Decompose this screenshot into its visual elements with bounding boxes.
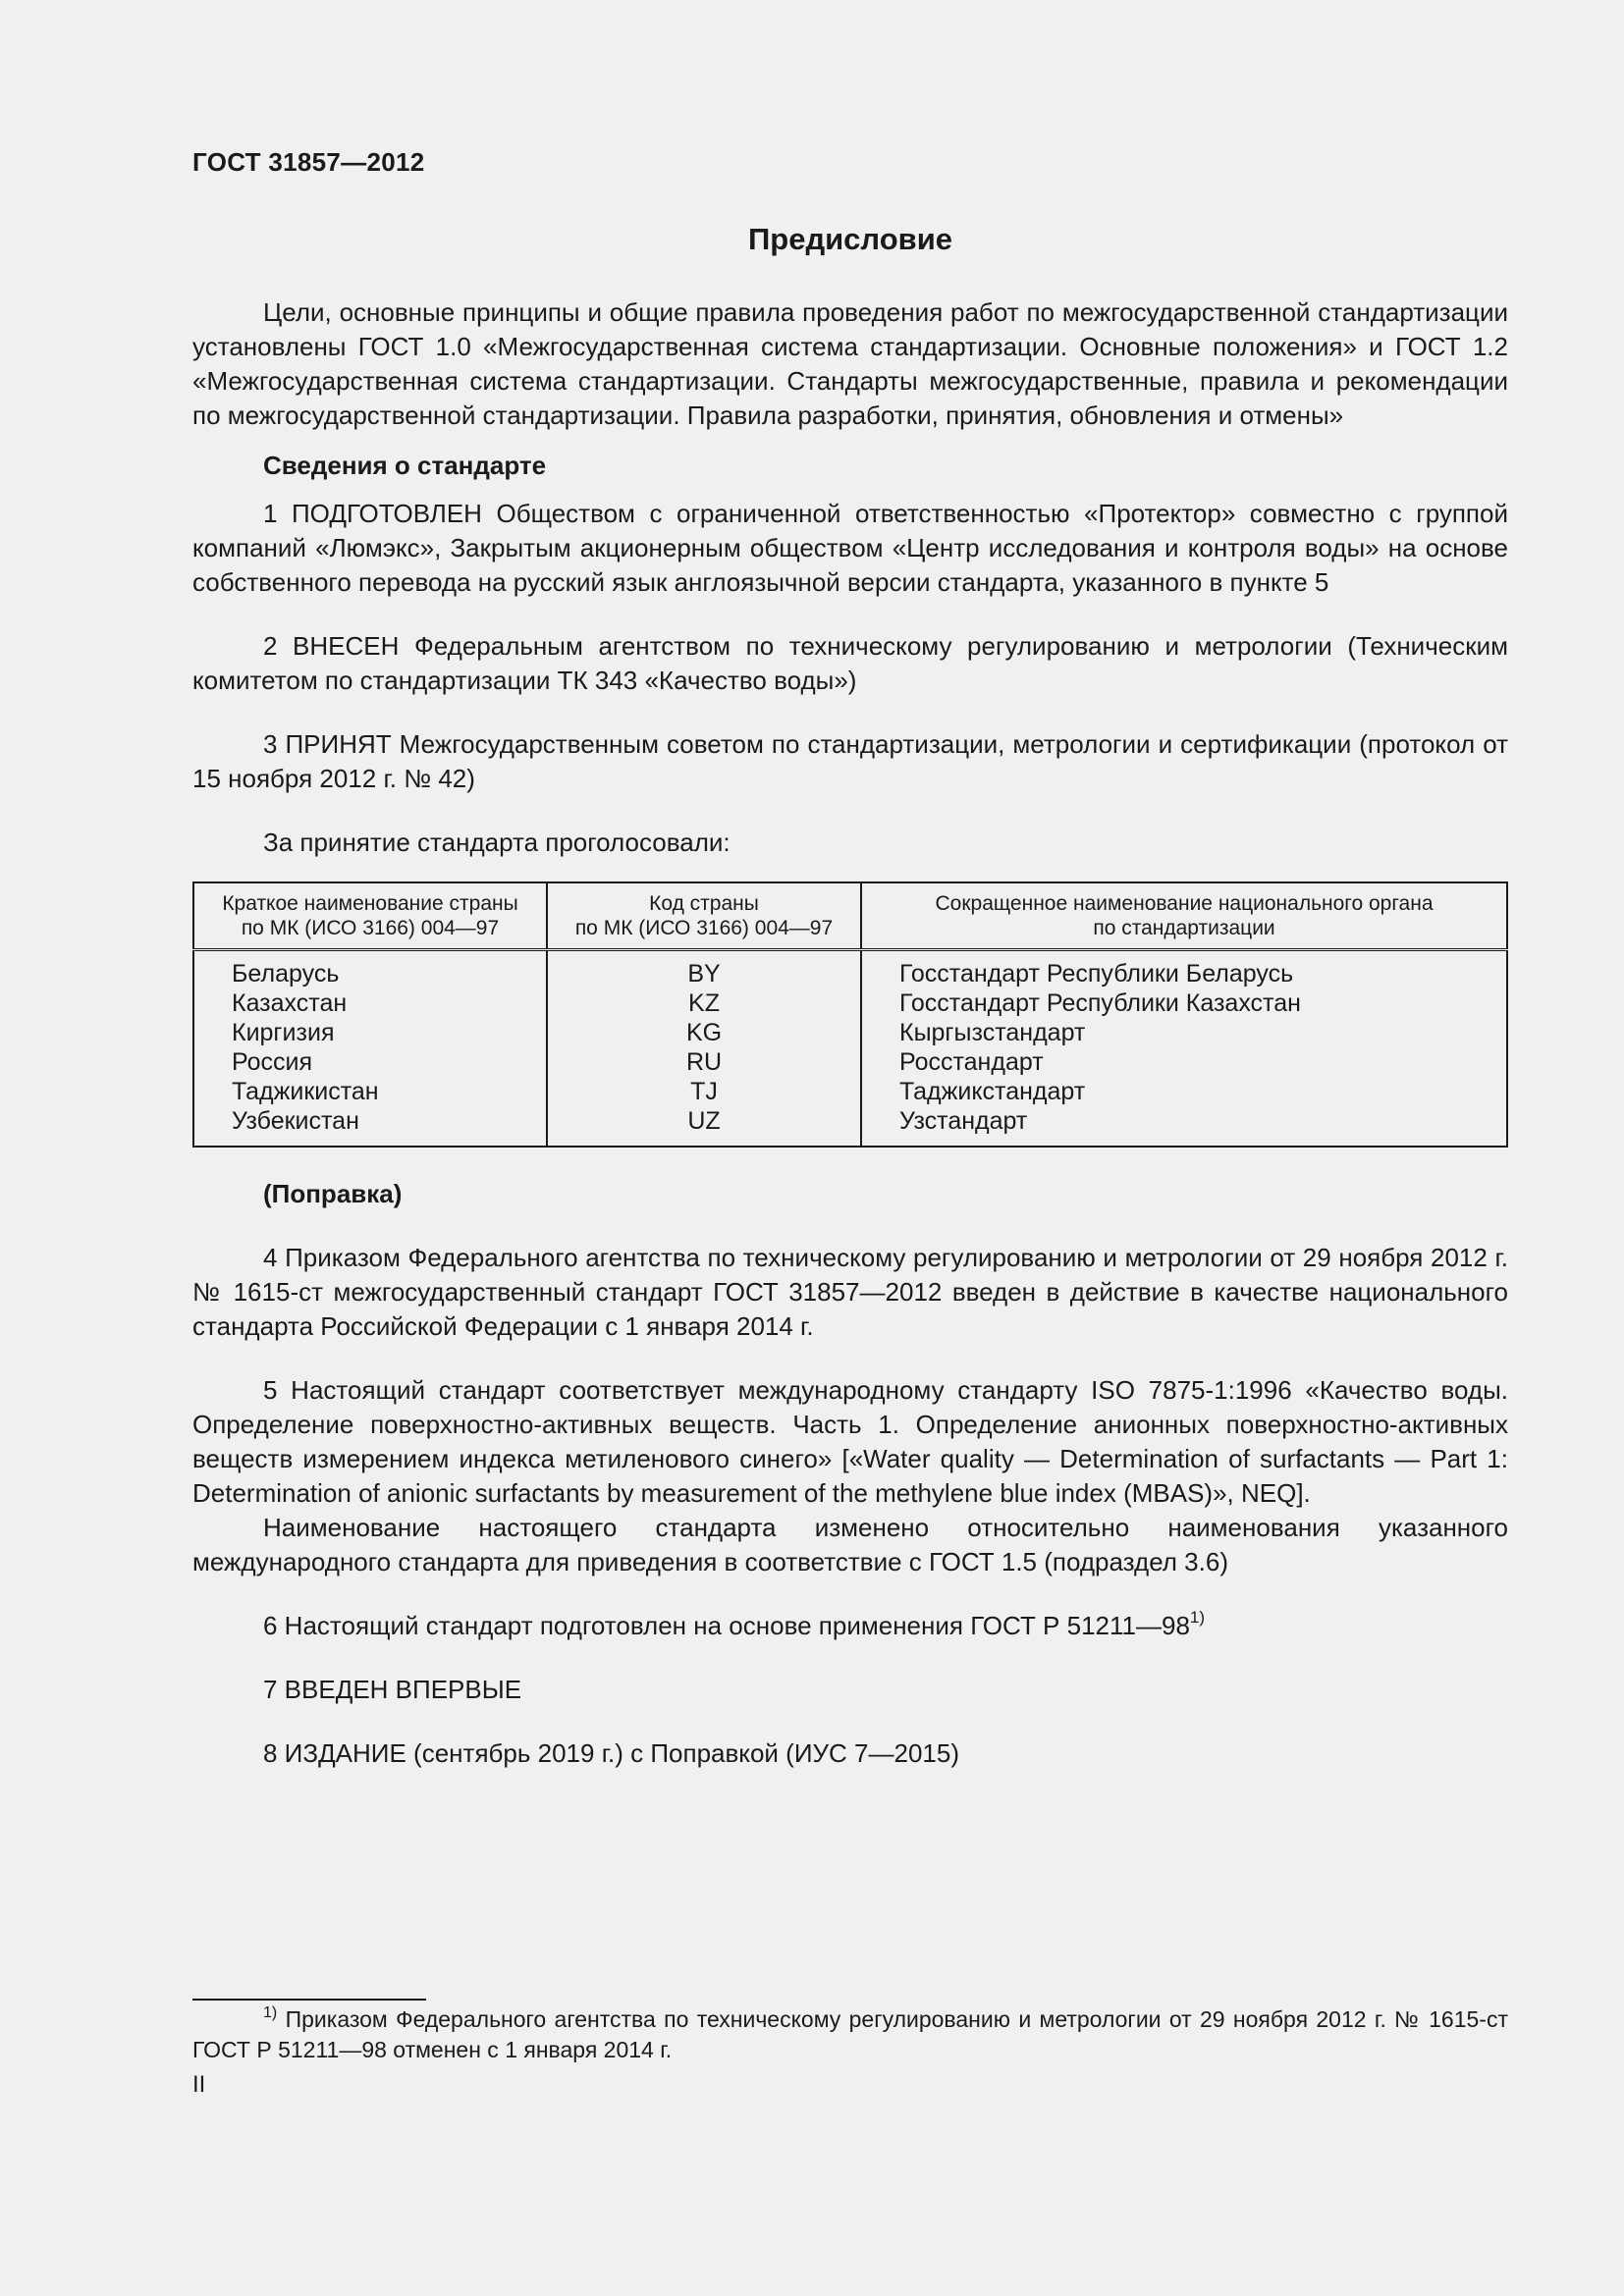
item-7-paragraph: 7 ВВЕДЕН ВПЕРВЫЕ bbox=[263, 1675, 522, 1704]
code-cell: KG bbox=[685, 1019, 723, 1046]
document-code: ГОСТ 31857—2012 bbox=[192, 147, 425, 177]
footnote-text: Приказом Федерального агентства по техническому регулированию и метрологии от 29 ноября 2012 г. № 1615-ст ГОСТ Р 51211—98 отменен с 1 января 2014 г. bbox=[192, 2006, 1509, 2062]
item-4-paragraph: 4 Приказом Федерального агентства по техническому регулированию и метрологии от 29 ноября 2012 г. № 1615-ст межгосударственный стандарт ГОСТ 31857—2012 введен в действие в качестве национального стандарта Российской Федерации с 1 января 2014 г. bbox=[192, 1243, 1508, 1341]
body-cell: Госстандарт Республики Казахстан bbox=[899, 989, 1301, 1017]
footnote-marker: 1) bbox=[263, 2004, 278, 2021]
item-5-note: Наименование настоящего стандарта изменено относительно наименования указанного международного стандарта для приведения в соответствие с ГОСТ 1.5 (подраздел 3.6) bbox=[192, 1513, 1508, 1576]
footnote-divider bbox=[192, 1999, 426, 2001]
section-heading: Сведения о стандарте bbox=[263, 451, 547, 480]
intro-paragraph: Цели, основные принципы и общие правила проведения работ по межгосударственной стандартизации установлены ГОСТ 1.0 «Межгосударственная система стандартизации. Основные положения» и ГОСТ 1.2 «Межгосударственная система стандартизации. Стандарты межгосударственные, правила и рекомендации по межгосударственной стандартизации. Правила разработки, принятия, обновления и отмены» bbox=[192, 297, 1508, 430]
item-2-paragraph: 2 ВНЕСЕН Федеральным агентством по техническому регулированию и метрологии (Техническим комитетом по стандартизации ТК 343 «Качество воды») bbox=[192, 631, 1508, 695]
body-cell: Госстандарт Республики Беларусь bbox=[899, 960, 1294, 988]
table-header-body: Сокращенное наименование национального органа по стандартизации bbox=[861, 882, 1507, 950]
body-cell: Таджикстандарт bbox=[899, 1078, 1086, 1105]
code-cell: BY bbox=[687, 960, 721, 988]
country-cell: Таджикистан bbox=[232, 1078, 379, 1105]
footnote bbox=[192, 2004, 1508, 2065]
table-header-code: Код страны по МК (ИСО 3166) 004—97 bbox=[547, 882, 861, 950]
body-cell: Росстандарт bbox=[899, 1048, 1044, 1076]
item-1-paragraph: 1 ПОДГОТОВЛЕН Обществом с ограниченной ответственностью «Протектор» совместно с группой компаний «Люмэкс», Закрытым акционерным обществом «Центр исследования и контроля воды» на основе собственного перевода на русский язык англоязычной версии стандарта, указанного в пункте 5 bbox=[192, 499, 1508, 597]
item-5-paragraph: 5 Настоящий стандарт соответствует международному стандарту ISO 7875-1:1996 «Качество воды. Определение поверхностно-активных веществ. Часть 1. Определение анионных поверхностно-активных веществ измерением индекса метиленового синего» [«Water quality — Determination of surfactants — Part 1: Determination of anionic surfactants by measurement of the methylene blue index (MBAS)», NEQ]. bbox=[192, 1375, 1508, 1508]
country-cell: Казахстан bbox=[232, 989, 348, 1017]
item-6-paragraph: 6 Настоящий стандарт подготовлен на основе применения ГОСТ Р 51211—98$^{1)}$ bbox=[263, 1608, 1206, 1640]
footnote-reference[interactable]: 1) bbox=[1189, 1608, 1206, 1627]
voting-table bbox=[192, 881, 1508, 1148]
code-cell: RU bbox=[685, 1048, 723, 1076]
body-cell: Узстандарт bbox=[899, 1107, 1028, 1135]
main-content bbox=[192, 222, 1508, 1771]
table-header-row bbox=[193, 882, 1507, 950]
table-header-country: Краткое наименование страны по МК (ИСО 3166) 004—97 bbox=[193, 882, 547, 950]
code-column bbox=[547, 950, 861, 1148]
amendment-label: (Поправка) bbox=[263, 1179, 403, 1208]
code-cell: TJ bbox=[690, 1078, 718, 1105]
body-cell: Кыргызстандарт bbox=[899, 1019, 1086, 1046]
country-cell: Беларусь bbox=[232, 960, 340, 988]
country-cell: Киргизия bbox=[232, 1019, 335, 1046]
page-title: Предисловие bbox=[747, 222, 952, 256]
item-3-paragraph: 3 ПРИНЯТ Межгосударственным советом по стандартизации, метрологии и сертификации (протокол от 15 ноября 2012 г. № 42) bbox=[192, 729, 1508, 793]
code-cell: UZ bbox=[687, 1107, 721, 1135]
item-8-paragraph: 8 ИЗДАНИЕ (сентябрь 2019 г.) с Поправкой (ИУС 7—2015) bbox=[263, 1738, 959, 1768]
country-cell: Узбекистан bbox=[232, 1107, 359, 1135]
code-cell: KZ bbox=[688, 989, 720, 1017]
country-column bbox=[193, 950, 547, 1148]
table-row bbox=[193, 950, 1507, 1148]
vote-intro: За принятие стандарта проголосовали: bbox=[263, 828, 731, 857]
country-cell: Россия bbox=[232, 1048, 312, 1076]
page-number: II bbox=[192, 2071, 206, 2098]
body-column bbox=[861, 950, 1507, 1148]
